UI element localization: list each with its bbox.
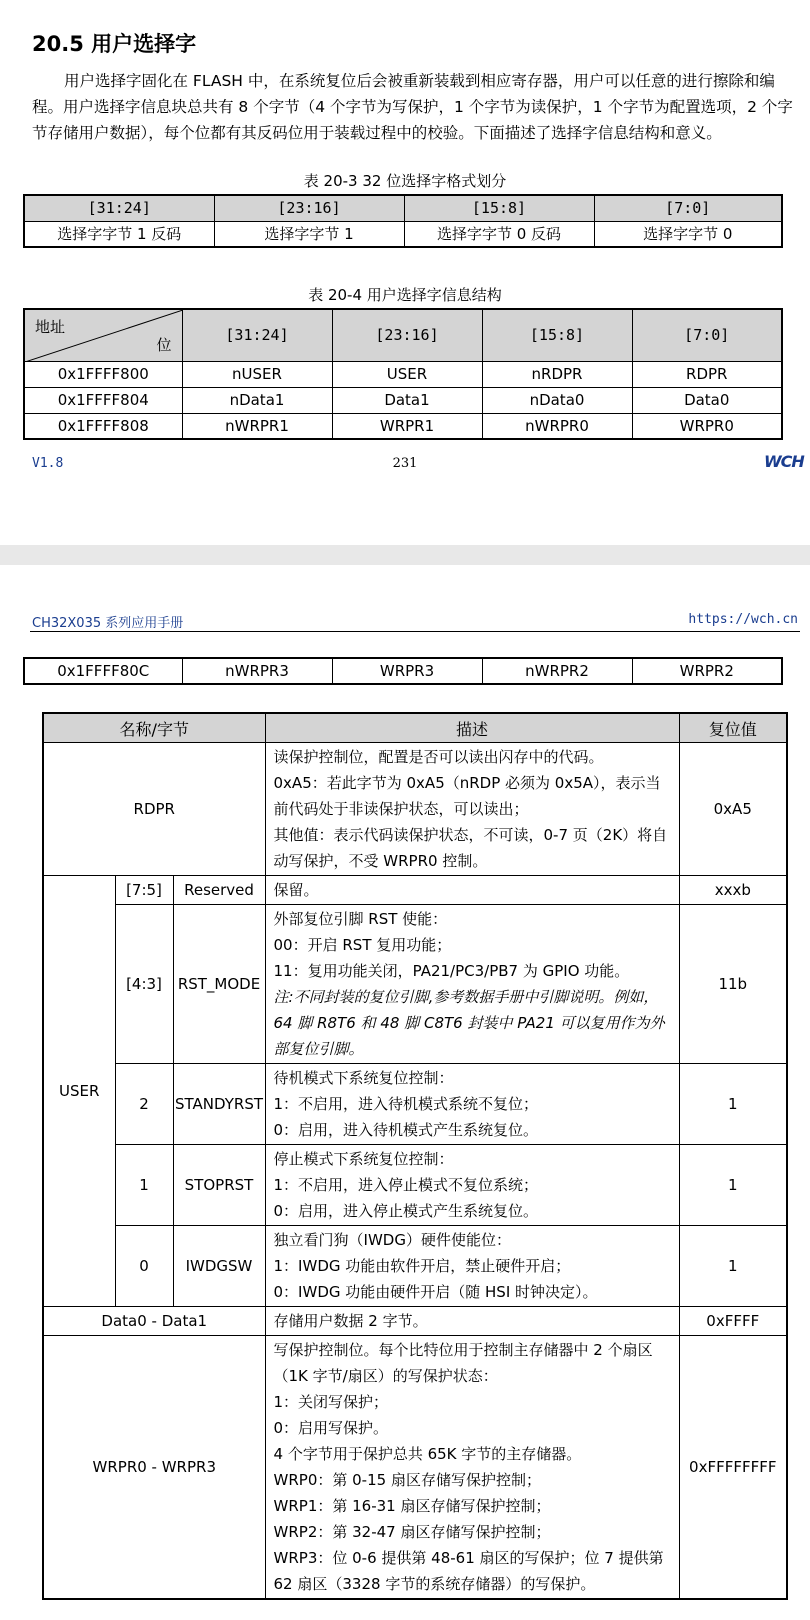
user-row-stoprst — [43, 1145, 787, 1226]
t4-cell: Data0 — [632, 387, 782, 413]
desc-line: 1：不启用，进入待机模式系统不复位； — [273, 1095, 539, 1113]
footer-version: V1.8 — [32, 456, 64, 471]
wrpr-name: WRPR0 - WRPR3 — [43, 1336, 265, 1600]
desc-line: 11：复用功能关闭，PA21/PC3/PB7 为 GPIO 功能。 — [273, 962, 630, 980]
wrpr-reset: 0xFFFFFFFF — [679, 1336, 787, 1600]
t4-header: [31:24] — [182, 309, 332, 361]
desc-note: 注:不同封装的复位引脚,参考数据手册中引脚说明。例如，64 脚 R8T6 和 48 脚 C8T6 封装中 PA21 可以复用作为外部复位引脚。 — [273, 988, 665, 1058]
table-20-4-continued — [23, 657, 783, 685]
option-byte-description-table — [42, 712, 788, 1600]
bits: [4:3] — [115, 905, 173, 1064]
user-row-rst-mode — [43, 905, 787, 1064]
t3-cell: 选择字字节 1 — [214, 221, 404, 247]
desc-line: 外部复位引脚 RST 使能： — [273, 910, 448, 928]
t4-cell: RDPR — [632, 361, 782, 387]
desc-line: 4 个字节用于保护总共 65K 字节的主存储器。 — [273, 1445, 582, 1463]
t4-header: [23:16] — [332, 309, 482, 361]
table-20-4 — [23, 308, 783, 440]
desc-line: 1：关闭写保护； — [273, 1393, 389, 1411]
desc-line: 0：IWDG 功能由硬件开启（随 HSI 时钟决定）。 — [273, 1283, 598, 1301]
user-name: USER — [43, 876, 115, 1307]
desc-line: 停止模式下系统复位控制： — [273, 1150, 454, 1168]
t4-header: [7:0] — [632, 309, 782, 361]
desc-line: WRP3：位 0-6 提供第 48-61 扇区的写保护；位 7 提供第 62 扇区（3328 字节的系统存储器）的写保护。 — [273, 1549, 664, 1593]
field: Reserved — [173, 876, 265, 905]
reset-value: 1 — [679, 1145, 787, 1226]
header-divider — [30, 631, 800, 632]
t4-header: [15:8] — [482, 309, 632, 361]
t4-cell: nData0 — [482, 387, 632, 413]
page-1 — [0, 0, 810, 545]
data-row — [43, 1307, 787, 1336]
t4-cell: 0x1FFFF808 — [24, 413, 182, 439]
wrpr-row — [43, 1336, 787, 1600]
desc-line: 0：启用，进入停止模式产生系统复位。 — [273, 1202, 539, 1220]
bits: [7:5] — [115, 876, 173, 905]
field: STOPRST — [173, 1145, 265, 1226]
t4-cell: USER — [332, 361, 482, 387]
desc-line: 0：启用写保护。 — [273, 1419, 389, 1437]
t4-cell: WRPR1 — [332, 413, 482, 439]
header-description: 描述 — [265, 713, 679, 743]
field: STANDYRST — [173, 1064, 265, 1145]
user-row-iwdgsw — [43, 1226, 787, 1307]
page-gap — [0, 545, 810, 565]
table-20-3 — [23, 194, 783, 248]
t3-header: [7:0] — [594, 195, 782, 221]
t4-cell: nWRPR3 — [182, 658, 332, 684]
description — [265, 1145, 679, 1226]
desc-line: 1：不启用，进入停止模式不复位系统； — [273, 1176, 539, 1194]
desc-line: WRP0：第 0-15 扇区存储写保护控制； — [273, 1471, 541, 1489]
wrpr-description — [265, 1336, 679, 1600]
t4-cell: nData1 — [182, 387, 332, 413]
t4-cell: nRDPR — [482, 361, 632, 387]
t4-cell: Data1 — [332, 387, 482, 413]
desc-line: 待机模式下系统复位控制： — [273, 1069, 454, 1087]
t4-cell: 0x1FFFF804 — [24, 387, 182, 413]
intro-paragraph: 用户选择字固化在 FLASH 中，在系统复位后会被重新装载到相应寄存器，用户可以任意的进行擦除和编程。用户选择字信息块总共有 8 个字节（4 个字节为写保护，1 个字节为读保护，1 个字节为配置选项，2 个字节存储用户数据），每个位都有其反码位用于装载过程中的校验。下面描述了选择字信息结构和意义。 — [32, 72, 793, 142]
desc-line: 0：启用，进入待机模式产生系统复位。 — [273, 1121, 539, 1139]
field: IWDGSW — [173, 1226, 265, 1307]
desc-line: WRP2：第 32-47 扇区存储写保护控制； — [273, 1523, 551, 1541]
bits: 1 — [115, 1145, 173, 1226]
wch-logo: WCH — [764, 452, 804, 471]
bits: 2 — [115, 1064, 173, 1145]
header-reset-value: 复位值 — [679, 713, 787, 743]
description — [265, 876, 679, 905]
t3-header: [31:24] — [24, 195, 214, 221]
table-20-3-caption: 表 20-3 32 位选择字格式划分 — [303, 172, 507, 190]
field: RST_MODE — [173, 905, 265, 1064]
t4-cell: WRPR0 — [632, 413, 782, 439]
t3-cell: 选择字字节 0 — [594, 221, 782, 247]
corner-bit-label: 位 — [156, 335, 172, 354]
desc-line: 读保护控制位，配置是否可以读出闪存中的代码。 — [273, 748, 604, 766]
desc-line: 写保护控制位。每个比特位用于控制主存储器中 2 个扇区（1K 字节/扇区）的写保护状态： — [273, 1341, 653, 1385]
t4-cell: 0x1FFFF800 — [24, 361, 182, 387]
t3-cell: 选择字字节 1 反码 — [24, 221, 214, 247]
desc-line: 保留。 — [273, 881, 319, 899]
desc-line: 00：开启 RST 复用功能； — [273, 936, 452, 954]
user-row-reserved — [43, 876, 787, 905]
bits: 0 — [115, 1226, 173, 1307]
section-title: 20.5 用户选择字 — [32, 32, 197, 56]
t4-cell: nWRPR0 — [482, 413, 632, 439]
reset-value: 1 — [679, 1064, 787, 1145]
t4-cell: WRPR2 — [632, 658, 782, 684]
header-doc-title: CH32X035 系列应用手册 — [32, 616, 184, 631]
desc-line: 其他值：表示代码读保护状态，不可读，0-7 页（2K）将自动写保护，不受 WRPR0 控制。 — [273, 826, 668, 870]
reset-value: 11b — [679, 905, 787, 1064]
desc-line: WRP1：第 16-31 扇区存储写保护控制； — [273, 1497, 551, 1515]
header-name-byte: 名称/字节 — [43, 713, 265, 743]
t4-cell: nWRPR2 — [482, 658, 632, 684]
rdpr-description — [265, 743, 679, 876]
rdpr-reset: 0xA5 — [679, 743, 787, 876]
t4-cell: WRPR3 — [332, 658, 482, 684]
reset-value: 1 — [679, 1226, 787, 1307]
data-reset: 0xFFFF — [679, 1307, 787, 1336]
description — [265, 1064, 679, 1145]
data-name: Data0 - Data1 — [43, 1307, 265, 1336]
table-corner-cell — [24, 309, 182, 361]
header-url[interactable]: https://wch.cn — [688, 612, 798, 627]
description — [265, 1226, 679, 1307]
t3-cell: 选择字字节 0 反码 — [404, 221, 594, 247]
desc-line: 存储用户数据 2 字节。 — [273, 1312, 428, 1330]
desc-line: 0xA5：若此字节为 0xA5（nRDP 必须为 0x5A），表示当前代码处于非读保护状态，可以读出； — [273, 774, 661, 818]
t3-header: [15:8] — [404, 195, 594, 221]
corner-address-label: 地址 — [35, 318, 66, 336]
table-20-4-caption: 表 20-4 用户选择字信息结构 — [308, 286, 502, 304]
footer-page-number: 231 — [392, 456, 418, 471]
data-description — [265, 1307, 679, 1336]
description — [265, 905, 679, 1064]
t4-cell: 0x1FFFF80C — [24, 658, 182, 684]
t4-cell: nUSER — [182, 361, 332, 387]
rdpr-row — [43, 743, 787, 876]
rdpr-name: RDPR — [43, 743, 265, 876]
t4-cell: nWRPR1 — [182, 413, 332, 439]
t3-header: [23:16] — [214, 195, 404, 221]
desc-line: 1：IWDG 功能由软件开启，禁止硬件开启； — [273, 1257, 571, 1275]
user-row-standyrst — [43, 1064, 787, 1145]
reset-value: xxxb — [679, 876, 787, 905]
desc-line: 独立看门狗（IWDG）硬件使能位： — [273, 1231, 511, 1249]
